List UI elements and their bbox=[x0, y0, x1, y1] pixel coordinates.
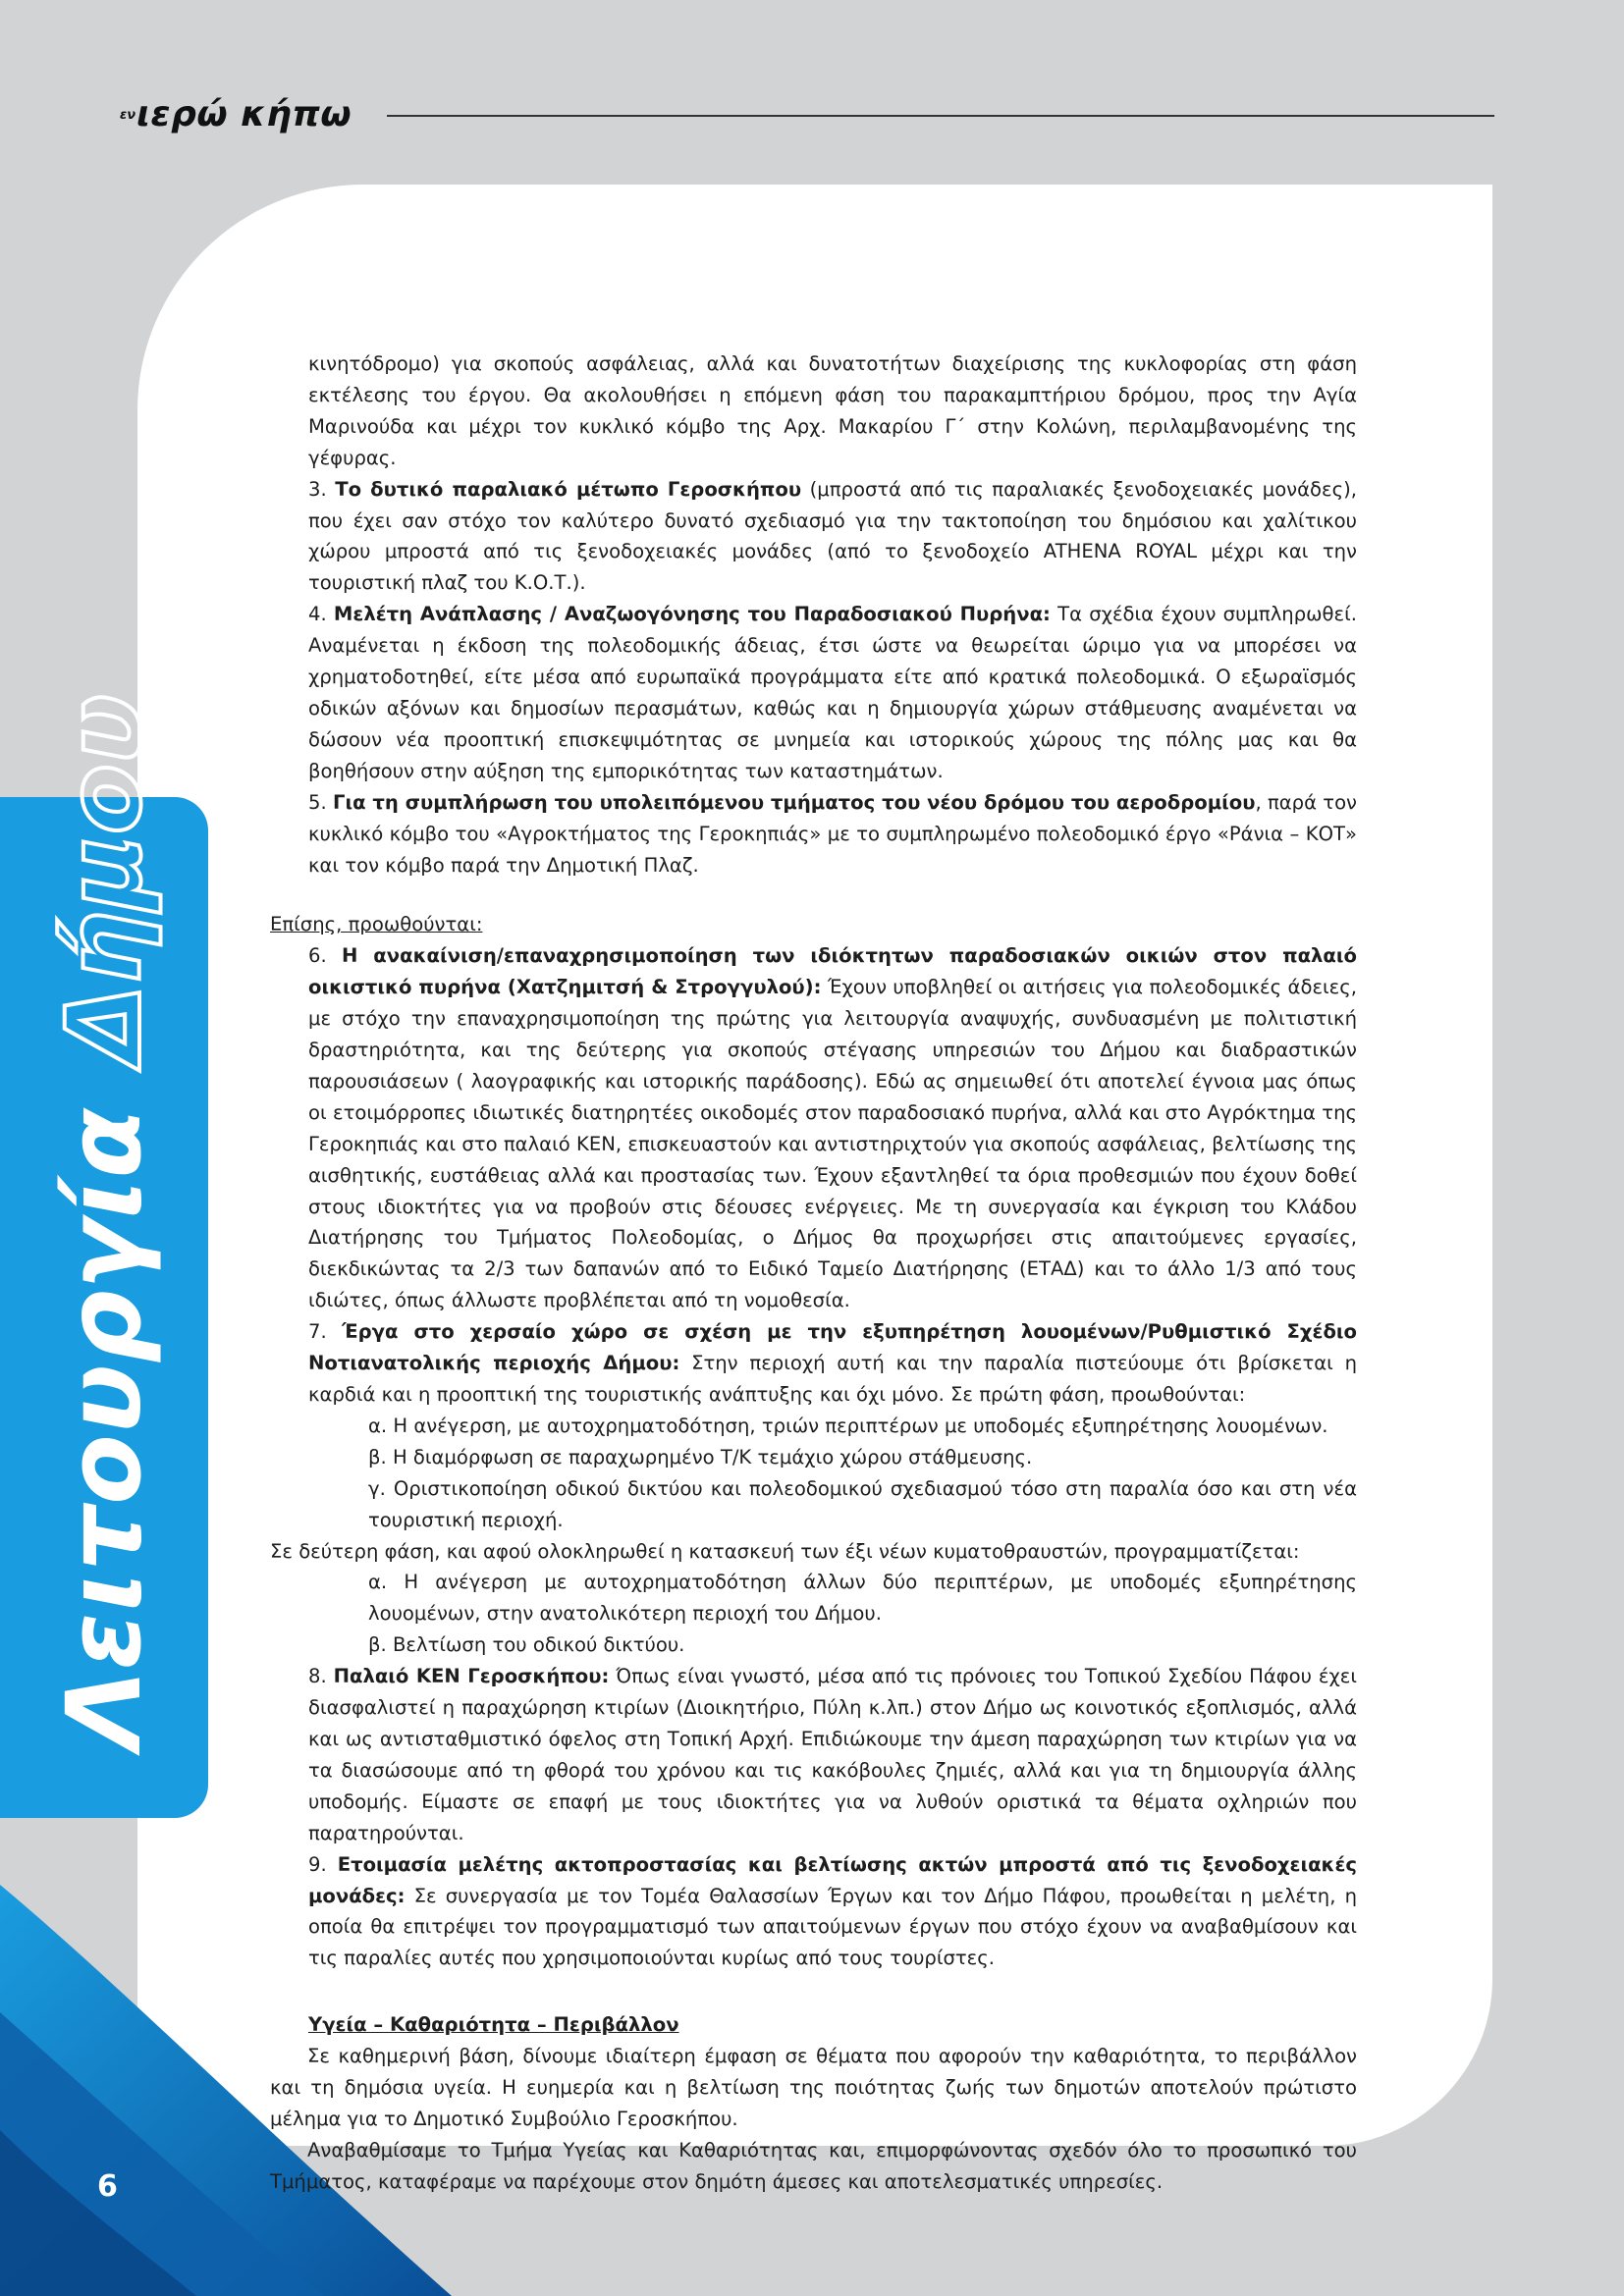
sub-item: β. Η διαμόρφωση σε παραχωρημένο Τ/Κ τεμάχιο χώρου στάθμευσης. bbox=[368, 1445, 1033, 1468]
item-text: , παρά τον κυκλικό κόμβο του «Αγροκτήματος της Γεροκηπιάς» με το συμπληρωμένο πολεοδομικό έργο «Ράνια – ΚΟΤ» και τον κόμβο παρά την Δημοτική Πλαζ. bbox=[308, 790, 1358, 877]
page-number: 6 bbox=[97, 2169, 118, 2204]
item-number: 4. bbox=[308, 603, 327, 626]
paragraph-continuation: κινητόδρομο) για σκοπούς ασφάλειας, αλλά και δυνατοτήτων διαχείρισης της κυκλοφορίας στη φάση εκτέλεσης του έργου. Θα ακολουθήσει η επόμενη φάση του παρακαμπτήριου δρόμου, προς την Αγία Μαρινούδα και μέχρι τον κυκλικό κόμβο της Αρχ. Μακαρίου Γ΄ στην Κολώνη, περιλαμβανομένης της γέφυρας. bbox=[308, 352, 1357, 469]
masthead bbox=[120, 90, 1494, 139]
item-number: 8. bbox=[308, 1665, 327, 1688]
item-heading: Ετοιμασία μελέτης ακτοπροστασίας και βελτίωσης ακτών μπροστά από τις ξενοδοχειακές μονάδες: bbox=[308, 1852, 1357, 1907]
item-heading: Η ανακαίνιση/επαναχρησιμοποίηση των ιδιόκτητων παραδοσιακών οικιών στον παλαιό οικιστικό πυρήνα (Χατζημιτσή & Στρογγυλού): bbox=[308, 944, 1357, 999]
item-text: (μπροστά από τις παραλιακές ξενοδοχειακές μονάδες), που έχει σαν στόχο τον καλύτερο δυνατό σχεδιασμό για την τακτοποίηση του δημόσιου και χαλίτικου χώρου μπροστά από τις ξενοδοχειακές μονάδες (από το ξενοδοχείο ATHENA ROYAL μέχρι και την τουριστική πλαζ του Κ.Ο.Τ.). bbox=[308, 477, 1357, 595]
article-body bbox=[270, 348, 1357, 2198]
section-title bbox=[0, 693, 208, 1808]
section-heading-health bbox=[308, 2009, 1357, 2041]
section-tab bbox=[0, 693, 208, 1818]
spacer bbox=[270, 1974, 1357, 2009]
list-item-7 bbox=[308, 1316, 1357, 1411]
item-number: 6. bbox=[308, 944, 327, 968]
sub-item: γ. Οριστικοποίηση οδικού δικτύου και πολεοδομικού σχεδιασμού τόσο στη παραλία όσο και στη νέα τουριστική περιοχή. bbox=[368, 1476, 1357, 1531]
list-item-3 bbox=[308, 474, 1357, 600]
item-heading: Έργα στο χερσαίο χώρο σε σχέση με την εξυπηρέτηση λουομένων/Ρυθμιστικό Σχέδιο Νοτιανατολικής περιοχής Δήμου: bbox=[308, 1320, 1358, 1375]
section-heading-text: Υγεία – Καθαριότητα – Περιβάλλον bbox=[308, 2013, 679, 2037]
paragraph-health-2: Αναβαθμίσαμε το Τμήμα Υγείας και Καθαριότητας και, επιμορφώνοντας σχεδόν όλο το προσωπικό του Τμήματος, καταφέραμε να παρέχουμε στον δημότη άμεσες και αποτελεσματικές υπηρεσίες. bbox=[270, 2138, 1357, 2193]
item-number: 9. bbox=[308, 1852, 327, 1876]
item-text: Στην περιοχή αυτή και την παραλία πιστεύουμε ότι βρίσκεται η καρδιά και η προοπτική της τουριστικής ανάπτυξης και όχι μόνο. Σε πρώτη φάση, προωθούνται: bbox=[308, 1352, 1358, 1406]
item-number: 5. bbox=[308, 790, 327, 814]
item-heading: Το δυτικό παραλιακό μέτωπο Γεροσκήπου bbox=[335, 477, 802, 501]
item-heading: Για τη συμπλήρωση του υπολειπόμενου τμήματος του νέου δρόμου του αεροδρομίου bbox=[332, 790, 1256, 814]
list-item-6 bbox=[308, 940, 1357, 1316]
sub-item: α. Η ανέγερση με αυτοχρηματοδότηση άλλων δύο περιπτέρων, με υποδομές εξυπηρέτησης λουομένων, στην ανατολικότερη περιοχή του Δήμου. bbox=[368, 1571, 1357, 1626]
list-item-8 bbox=[308, 1661, 1357, 1848]
masthead-rule bbox=[387, 115, 1494, 117]
item-number: 3. bbox=[308, 477, 327, 501]
masthead-brand-prefix: εν bbox=[120, 108, 136, 123]
item-text: Τα σχέδια έχουν συμπληρωθεί. Αναμένεται η έκδοση της πολεοδομικής άδειας, έτσι ώστε να θεωρείται ώριμο για να μπορέσει να χρηματοδοτηθεί, είτε μέσα από ευρωπαϊκά προγράμματα είτε από κρατικά πολεοδομικά. Ο εξωραϊσμός οδικών αξόνων και δημοσίων περασμάτων, καθώς και η δημιουργία χώρων στάθμευσης αναμένεται να δώσουν νέα προοπτική επισκεψιμότητας σε μνημεία και ιστορικούς χώρους της πόλης μας και θα βοηθήσουν στην αύξηση της εμπορικότητας των καταστημάτων. bbox=[308, 603, 1357, 782]
section-title-outline: Δήμου bbox=[44, 693, 164, 1064]
masthead-brand: ιερώ κήπω bbox=[136, 94, 352, 134]
item-text: Όπως είναι γνωστό, μέσα από τις πρόνοιες του Τοπικού Σχεδίου Πάφου έχει διασφαλιστεί η παραχώρηση κτιρίων (Διοικητήριο, Πύλη κ.λπ.) στον Δήμο ως κοινοτικός εξοπλισμός, αλλά και ως αντισταθμιστικό όφελος στη Τοπική Αρχή. Επιδιώκουμε την άμεση παραχώρηση των κτιρίων για να τα διασώσουμε από τη φθορά του χρόνου και τις κακόβουλες ζημιές, αλλά και για τη δημιουργία άλλης υποδομής. Είμαστε σε επαφή με τους ιδιοκτήτες για να λυθούν οριστικά τα θέματα οχληριών που παρατηρούνται. bbox=[308, 1665, 1357, 1844]
item-text: Σε συνεργασία με τον Τομέα Θαλασσίων Έργων και τον Δήμο Πάφου, προωθείται η μελέτη, η οποία θα επιτρέψει τον προγραμματισμό των απαιτούμενων έργων που στόχο έχουν να αναβαθμίσουν και τις παραλίες αυτές που χρησιμοποιούνται κυρίως από τους τουρίστες. bbox=[308, 1884, 1357, 1970]
sub-item: β. Βελτίωση του οδικού δικτύου. bbox=[368, 1633, 685, 1657]
item-heading: Παλαιό ΚΕΝ Γεροσκήπου: bbox=[333, 1665, 610, 1688]
list-item-5 bbox=[308, 787, 1357, 881]
item-number: 7. bbox=[308, 1320, 327, 1344]
phase-two-intro: Σε δεύτερη φάση, και αφού ολοκληρωθεί η κατασκευή των έξι νέων κυματοθραυστών, προγραμματίζεται: bbox=[270, 1539, 1300, 1563]
item-text: Έχουν υποβληθεί οι αιτήσεις για πολεοδομικές άδειες, με στόχο την επαναχρησιμοποίηση της πρώτης για λειτουργία αναψυχής, συνδυασμένη με πολιτιστική δραστηριότητα, και της δεύτερης για σκοπούς στέγασης υπηρεσιών του Δήμου και διαδραστικών παρουσιάσεων ( λαογραφικής και ιστορικής παράδοσης). Εδώ ας σημειωθεί ότι αποτελεί έγνοια μας όπως οι ετοιμόρροπες ιδιωτικές διατηρητέες οικοδομές στον παραδοσιακό πυρήνα, αλλά και στο Αγρόκτημα της Γεροκηπιάς και στο παλαιό ΚΕΝ, επισκευαστούν και αντιστηριχτούν για σκοπούς ασφάλειας, βελτίωσης της αισθητικής, ευστάθειας αλλά και προστασίας των. Έχουν εξαντληθεί τα όρια προθεσμιών που έχουν δοθεί στους ιδιοκτήτες για να προβούν στις δέουσες ενέργειες. Με τη συνεργασία και έγκριση του Κλάδου Διατήρησης του Τμήματος Πολεοδομίας, ο Δήμος θα προχωρήσει στις απαιτούμενες εργασίες, διεκδικώντας τα 2/3 των δαπανών από το Ειδικό Ταμείο Διατήρησης (ΕΤΑΔ) και το άλλο 1/3 από τους ιδιώτες, όπως άλλωστε προβλέπεται από τη νομοθεσία. bbox=[308, 976, 1357, 1312]
section-title-solid: Λειτουργία bbox=[44, 1106, 164, 1749]
list-item-9 bbox=[308, 1849, 1357, 1975]
sub-item: α. Η ανέγερση, με αυτοχρηματοδότηση, τριών περιπτέρων με υποδομές εξυπηρέτησης λουομένων. bbox=[368, 1414, 1328, 1437]
list-item-4 bbox=[308, 599, 1357, 786]
subheading-also: Επίσης, προωθούνται: bbox=[270, 913, 483, 936]
spacer bbox=[270, 881, 1357, 909]
paragraph-health-1: Σε καθημερινή βάση, δίνουμε ιδιαίτερη έμφαση σε θέματα που αφορούν την καθαριότητα, το περιβάλλον και τη δημόσια υγεία. Η ευημερία και η βελτίωση της ποιότητας ζωής των δημοτών αποτελούν πρώτιστο μέλημα για το Δημοτικό Συμβούλιο Γεροσκήπου. bbox=[270, 2045, 1357, 2130]
item-heading: Μελέτη Ανάπλασης / Αναζωογόνησης του Παραδοσιακού Πυρήνα: bbox=[333, 603, 1051, 626]
